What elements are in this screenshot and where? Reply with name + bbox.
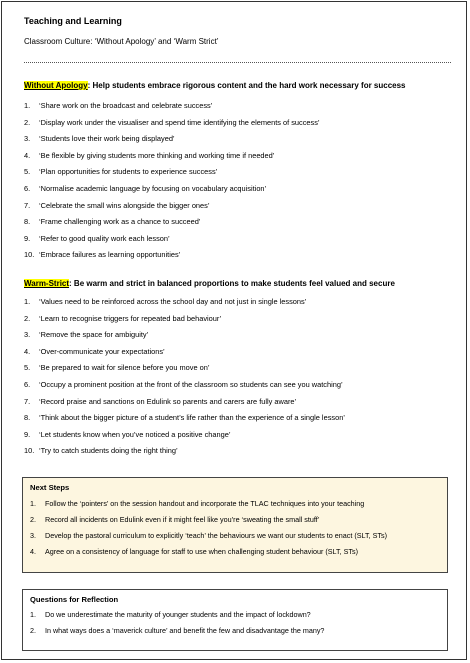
item-number: 10.: [24, 446, 35, 456]
item-number: 2.: [30, 626, 36, 635]
item-number: 3.: [30, 531, 36, 540]
next-steps-heading: Next Steps: [30, 483, 70, 492]
item-text: Develop the pastoral curriculum to explicitly ‘teach’ the behaviours we want our students to enact (SLT, STs): [45, 531, 387, 540]
reflection-heading: Questions for Reflection: [30, 595, 119, 604]
item-number: 4.: [30, 547, 36, 556]
item-number: 10.: [24, 250, 35, 260]
item-number: 7.: [24, 200, 31, 210]
list-item: [24, 360, 345, 377]
section-heading-text: : Help students embrace rigorous content and the hard work necessary for success: [87, 81, 406, 90]
item-number: 4.: [24, 150, 31, 160]
list-item: [24, 377, 345, 394]
document-page: [1, 1, 467, 660]
item-text: Agree on a consistency of language for staff to use when challenging student behaviour (SLT, STs): [45, 547, 358, 556]
item-number: 2.: [30, 515, 36, 524]
item-text: ‘Occupy a prominent position at the front of the classroom so students can see you watching’: [39, 379, 343, 389]
list-item: [24, 443, 345, 460]
list-item: [24, 181, 320, 198]
list-item: [24, 344, 345, 361]
page-subtitle: Classroom Culture: ‘Without Apology’ and ‘Warm Strict’: [24, 37, 219, 46]
item-text: ‘Share work on the broadcast and celebrate success’: [39, 101, 213, 110]
item-text: ‘Plan opportunities for students to experience success’: [39, 167, 218, 177]
item-text: ‘Let students know when you’ve noticed a positive change’: [39, 429, 231, 439]
item-number: 2.: [24, 117, 31, 127]
item-text: ‘Display work under the visualiser and spend time identifying the elements of success’: [39, 117, 320, 127]
section-heading-warm-strict: [24, 279, 395, 288]
item-number: 8.: [24, 217, 31, 227]
item-number: 8.: [24, 413, 31, 423]
item-text: ‘Learn to recognise triggers for repeated bad behaviour’: [39, 313, 222, 323]
item-text: ‘Think about the bigger picture of a student’s life rather than the experience of a single lesson’: [39, 413, 345, 423]
list-item: [24, 410, 345, 427]
item-number: 2.: [24, 313, 31, 323]
item-number: 9.: [24, 233, 31, 243]
item-text: ‘Refer to good quality work each lesson’: [39, 233, 170, 243]
item-text: ‘Try to catch students doing the right thing’: [39, 446, 178, 456]
item-text: ‘Values need to be reinforced across the school day and not just in single lessons’: [39, 297, 307, 306]
item-text: Record all incidents on Edulink even if it might feel like you’re ‘sweating the small stuff’: [45, 515, 320, 524]
list-item: [24, 311, 345, 328]
item-text: ‘Be flexible by giving students more thinking and working time if needed’: [39, 150, 275, 160]
item-text: ‘Remove the space for ambiguity’: [39, 330, 149, 340]
item-number: 1.: [30, 499, 36, 508]
item-number: 4.: [24, 346, 31, 356]
page-title: Teaching and Learning: [24, 16, 122, 26]
item-text: ‘Over-communicate your expectations’: [39, 346, 165, 356]
item-number: 6.: [24, 379, 31, 389]
item-number: 1.: [24, 101, 31, 110]
list-item: [24, 394, 345, 411]
list-item: [30, 623, 324, 639]
item-text: ‘Frame challenging work as a chance to succeed’: [39, 217, 201, 227]
item-number: 7.: [24, 396, 31, 406]
list-item: [24, 294, 345, 311]
list-item: [24, 198, 320, 215]
item-number: 5.: [24, 167, 31, 177]
list-item: [24, 214, 320, 231]
section-heading-text: : Be warm and strict in balanced proportions to make students feel valued and secure: [69, 279, 395, 288]
item-number: 3.: [24, 330, 31, 340]
dotted-divider: [24, 62, 451, 63]
item-text: ‘Celebrate the small wins alongside the bigger ones’: [39, 200, 210, 210]
list-item: [24, 231, 320, 248]
list-item: [24, 131, 320, 148]
section-highlight: Without Apology: [24, 81, 88, 90]
next-steps-box: [22, 477, 448, 573]
section-highlight: Warm-Strict: [24, 279, 70, 288]
warm-strict-list: [24, 294, 345, 460]
section-heading-without-apology: [24, 81, 406, 90]
item-text: Follow the ‘pointers’ on the session handout and incorporate the TLAC techniques into your teaching: [45, 499, 365, 508]
item-number: 5.: [24, 363, 31, 373]
list-item: [30, 607, 324, 623]
item-text: ‘Record praise and sanctions on Edulink so parents and carers are fully aware’: [39, 396, 297, 406]
item-number: 6.: [24, 183, 31, 193]
item-text: ‘Normalise academic language by focusing on vocabulary acquisition’: [39, 183, 267, 193]
list-item: [24, 327, 345, 344]
item-text: ‘Embrace failures as learning opportunities’: [39, 250, 181, 260]
list-item: [24, 164, 320, 181]
list-item: [24, 148, 320, 165]
list-item: [30, 512, 387, 528]
item-number: 1.: [24, 297, 31, 306]
list-item: [30, 496, 387, 512]
next-steps-list: [30, 496, 387, 560]
item-text: In what ways does a ‘maverick culture’ and benefit the few and disadvantage the many?: [45, 626, 325, 635]
reflection-box: [22, 589, 448, 651]
item-number: 9.: [24, 429, 31, 439]
list-item: [24, 247, 320, 264]
item-text: ‘Be prepared to wait for silence before you move on’: [39, 363, 210, 373]
list-item: [30, 528, 387, 544]
list-item: [30, 544, 387, 560]
item-text: Do we underestimate the maturity of younger students and the impact of lockdown?: [45, 610, 311, 619]
item-text: ‘Students love their work being displayed’: [39, 134, 175, 144]
list-item: [24, 427, 345, 444]
list-item: [24, 98, 320, 115]
item-number: 1.: [30, 610, 36, 619]
item-number: 3.: [24, 134, 31, 144]
reflection-list: [30, 607, 324, 639]
list-item: [24, 115, 320, 132]
without-apology-list: [24, 98, 320, 264]
